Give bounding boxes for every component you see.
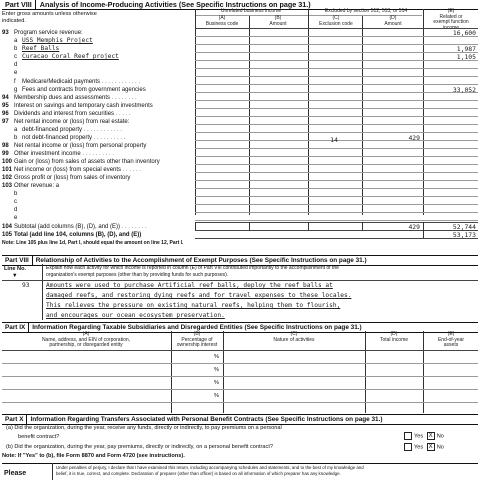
table-gridline bbox=[195, 220, 478, 221]
ix-col-e: (E) End-of-year assets bbox=[437, 331, 465, 348]
part-viii-title: Analysis of Income-Producing Activities (See Specific Instructions on page 31.) bbox=[39, 0, 311, 9]
value-95-d: 429 bbox=[408, 134, 420, 142]
value-104-e: 52,744 bbox=[452, 223, 476, 231]
col-e-header: (E) Related or exempt function income bbox=[433, 8, 469, 31]
line-96: 96 Dividends and interest from securities . . . . . bbox=[2, 111, 131, 117]
line-93e: e bbox=[14, 70, 18, 76]
col-d-header: (D) Amount bbox=[384, 15, 402, 27]
line-95: 95 Interest on savings and temporary cash investments bbox=[2, 103, 153, 109]
explain-line-2: organization's exempt purposes (other than by providing funds for such purposes). bbox=[46, 272, 229, 278]
line-97b: b not debt-financed property . . . . . . . . . . bbox=[14, 135, 126, 141]
penalty-line-1: Under penalties of perjury, I declare that I have examined this return, including accompanying schedules and statements, and to the best of my knowledge and bbox=[56, 465, 364, 470]
qb-no-checkbox[interactable]: X bbox=[428, 444, 433, 450]
qa-answer: Yes X No bbox=[402, 432, 444, 440]
pct-2: % bbox=[214, 367, 219, 373]
relationship-text-2: damaged reefs, and restoring dying reefs and for travel expenses to these locales. bbox=[46, 292, 352, 299]
value-93c-e: 1,105 bbox=[456, 53, 476, 61]
qb-answer: Yes X No bbox=[402, 443, 444, 451]
line-93g: g Fees and contracts from government agencies bbox=[14, 87, 146, 93]
part-viii-tag: Part VIII bbox=[2, 0, 36, 9]
value-95-excl: 14 bbox=[330, 136, 338, 144]
program-93c: Curacao Coral Reef project bbox=[22, 53, 119, 60]
col-b-header: (B) Amount bbox=[269, 15, 287, 27]
excluded-group-header: Excluded by section 512, 513, or 514 bbox=[324, 8, 408, 14]
line-99: 99 Other investment income . . . . . . . . . . bbox=[2, 151, 115, 157]
part-x-header: Part X Information Regarding Transfers Associated with Personal Benefit Contracts (See Specific Instructions on page 31.) bbox=[2, 414, 478, 425]
line-98: 98 Net rental income or (loss) from personal property bbox=[2, 143, 147, 149]
table-gridline bbox=[195, 100, 478, 101]
part-viii-note: Note: Line 105 plus line 1d, Part I, should equal the amount on line 12, Part I. bbox=[2, 240, 184, 246]
line-103: 103 Other revenue: a bbox=[2, 183, 60, 189]
value-93a-e: 16,600 bbox=[452, 29, 476, 37]
value-105: 53,173 bbox=[452, 231, 476, 239]
table-gridline bbox=[195, 180, 478, 181]
unrelated-group-header: Unrelated business income bbox=[220, 8, 282, 14]
line-93a: a USS Memphis Project bbox=[14, 37, 93, 44]
part-ix-header: Part IX Information Regarding Taxable Subsidiaries and Disregarded Entities (See Specific Instructions on page 31.) bbox=[2, 322, 478, 333]
qb-yes-checkbox[interactable] bbox=[404, 443, 412, 451]
line-97a: a debt-financed property . . . . . . . . . . . . bbox=[14, 127, 123, 133]
ix-col-d: (D) Total income bbox=[379, 331, 409, 343]
ix-col-b: (B) Percentage of ownership interest bbox=[176, 331, 218, 348]
line-101: 101 Net income or (loss) from special events . . . . . . bbox=[2, 167, 142, 173]
pct-3: % bbox=[214, 380, 219, 386]
explain-line-1: Explain how each activity for which income is reported in column (E) of Part VIII contributed importantly to the accomplishment of the bbox=[46, 265, 339, 271]
program-93b: Reef Balls bbox=[22, 45, 60, 52]
line-94: 94 Membership dues and assessments . . . . . . . . bbox=[2, 95, 137, 101]
part-x-qb: (b) Did the organization, during the year, pay premiums, directly or indirectly, on a personal benefit contract? bbox=[6, 444, 273, 450]
line-97: 97 Net rental income or (loss) from real estate: bbox=[2, 119, 130, 125]
line-100: 100 Gain or (loss) from sales of assets other than inventory bbox=[2, 159, 160, 165]
value-93b-e: 1,987 bbox=[456, 45, 476, 53]
table-gridline bbox=[195, 84, 478, 85]
program-93a: USS Memphis Project bbox=[22, 37, 93, 44]
table-gridline bbox=[195, 116, 478, 117]
ix-col-a: (A) Name, address, and EIN of corporation, partnership, or disregarded entity bbox=[41, 331, 131, 348]
line-93d: d bbox=[14, 62, 18, 68]
line-102: 102 Gross profit or (loss) from sales of inventory bbox=[2, 175, 131, 181]
line-103c: c bbox=[14, 199, 17, 205]
ix-col-c: (C) Nature of activities bbox=[273, 331, 315, 343]
table-gridline bbox=[195, 68, 478, 69]
value-104-d: 429 bbox=[408, 223, 420, 231]
col-a-header: (A) Business code bbox=[205, 15, 239, 27]
please-sign-label: Please bbox=[4, 470, 27, 477]
line-no-label: Line No. bbox=[4, 266, 27, 272]
relationship-text-3: This relieves the pressure on existing natural reefs, helping them to flourish, bbox=[46, 302, 341, 309]
pct-1: % bbox=[214, 354, 219, 360]
line-no-arrow: ▼ bbox=[12, 273, 18, 279]
line-93f: f Medicare/Medicaid payments . . . . . . . . . . . . bbox=[14, 79, 141, 85]
table-gridline bbox=[195, 212, 478, 213]
part-x-qa-l2: benefit contract? bbox=[18, 434, 60, 440]
intro-line-1: Enter gross amounts unless otherwise bbox=[2, 11, 97, 17]
table-gridline bbox=[195, 204, 478, 205]
relationship-text-1: Amounts were used to purchase Artificial reef balls, deploy the reef balls at bbox=[46, 282, 333, 289]
part-x-qa-l1: (a) Did the organization, during the year, receive any funds, directly or indirectly, to pay premiums on a personal bbox=[6, 425, 282, 431]
table-gridline bbox=[195, 172, 478, 173]
table-gridline bbox=[195, 156, 478, 157]
table-gridline bbox=[195, 132, 478, 133]
part-x-note: Note: If "Yes" to (b), file Form 8870 and Form 4720 (see instructions). bbox=[2, 453, 185, 459]
qa-no-checkbox[interactable]: X bbox=[428, 433, 433, 439]
line-93b: b Reef Balls bbox=[14, 45, 60, 52]
table-gridline bbox=[195, 108, 478, 109]
relationship-text-4: and encourages our ocean ecosystem preservation. bbox=[46, 312, 225, 319]
relationship-line-num: 93 bbox=[22, 282, 30, 289]
qa-yes-checkbox[interactable] bbox=[404, 432, 412, 440]
table-gridline bbox=[195, 124, 478, 125]
line-103d: d bbox=[14, 207, 18, 213]
line-93c: c Curacao Coral Reef project bbox=[14, 53, 119, 60]
pct-4: % bbox=[214, 393, 219, 399]
line-105: 105 Total (add line 104, columns (B), (D), and (E)) bbox=[2, 232, 142, 238]
table-gridline bbox=[195, 196, 478, 197]
table-gridline bbox=[195, 164, 478, 165]
value-93g-e: 33,052 bbox=[452, 86, 476, 94]
line-104: 104 Subtotal (add columns (B), (D), and (E)) . . . . . . . . bbox=[2, 224, 147, 230]
line-103e: e bbox=[14, 215, 18, 221]
intro-line-2: indicated. bbox=[2, 18, 26, 24]
line-103b: b bbox=[14, 191, 18, 197]
line-93: 93 Program service revenue: bbox=[2, 30, 83, 36]
col-c-header: (C) Exclusion code bbox=[319, 15, 353, 27]
table-gridline bbox=[195, 188, 478, 189]
table-gridline bbox=[195, 76, 478, 77]
relationship-header: Part VIII Relationship of Activities to the Accomplishment of Exempt Purposes (See Specific Instructions on page 31.) bbox=[2, 255, 478, 266]
penalty-line-2: belief, it is true, correct, and complete. Declaration of preparer (other than officer) is based on all information of which preparer has any knowledge. bbox=[56, 471, 341, 476]
